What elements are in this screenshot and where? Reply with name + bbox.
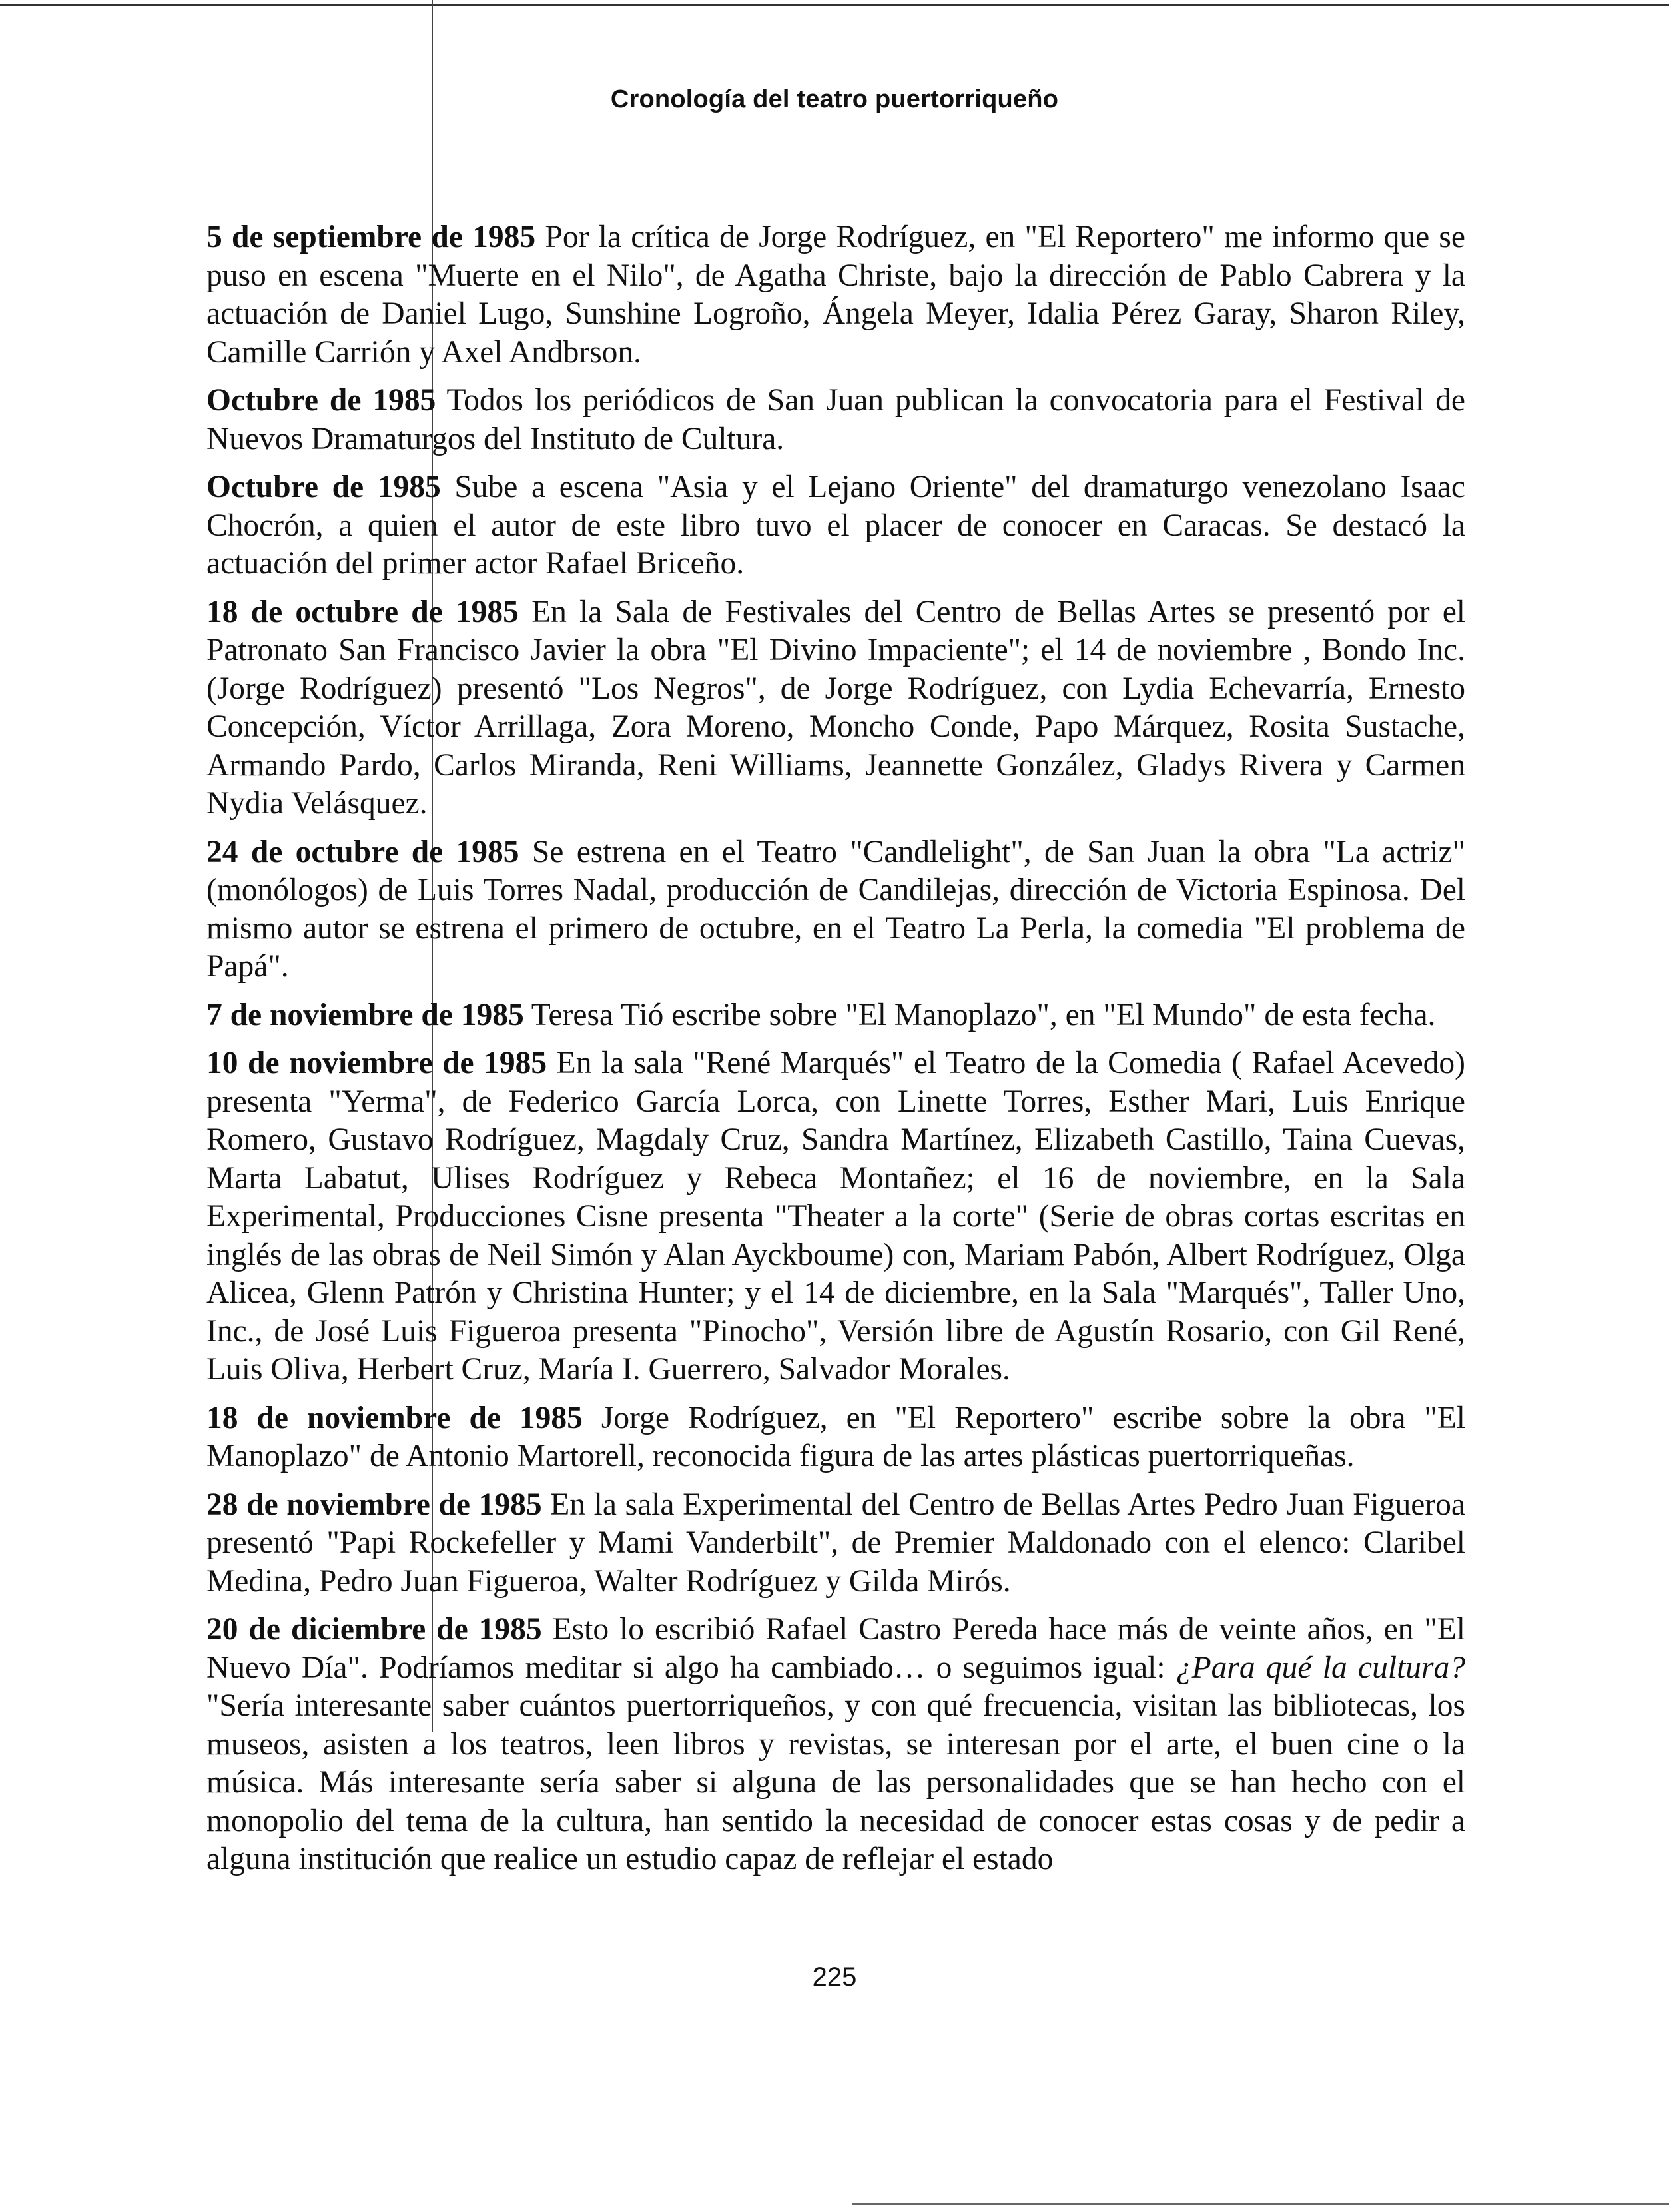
entry-date: 5 de septiembre de 1985 <box>206 220 536 254</box>
chronology-entry <box>206 382 1465 458</box>
entry-date: 24 de octubre de 1985 <box>206 834 519 869</box>
entry-date: 7 de noviembre de 1985 <box>206 997 524 1032</box>
chronology-entry <box>206 468 1465 583</box>
entry-text-continued: "Sería interesante saber cuántos puertorriqueños, y con qué frecuencia, visitan las bibliotecas, los museos, asisten a los teatros, leen libros y revistas, se interesan por el arte, el buen cine o la música. Más interesante sería saber si alguna de las personalidades que se han hecho con el monopolio del tema de la cultura, han sentido la necesidad de conocer estas cosas y de pedir a alguna institución que realice un estudio capaz de reflejar el estado <box>206 1688 1465 1876</box>
chronology-entry <box>206 1399 1465 1476</box>
entry-text: Todos los periódicos de San Juan publican la convocatoria para el Festival de Nuevos Dramaturgos del Instituto de Cultura. <box>206 383 1465 456</box>
entry-date: 18 de noviembre de 1985 <box>206 1400 583 1435</box>
bottom-scan-border <box>852 2203 1669 2205</box>
chronology-entry <box>206 1486 1465 1601</box>
chronology-entry <box>206 1611 1465 1879</box>
chronology-entry <box>206 218 1465 372</box>
entry-italic-question: ¿Para qué la cultura? <box>1175 1650 1465 1685</box>
entry-date: Octubre de 1985 <box>206 383 436 418</box>
page-number: 225 <box>812 1962 857 1992</box>
chronology-entry <box>206 833 1465 986</box>
page-body <box>206 218 1465 1889</box>
chronology-entry <box>206 593 1465 823</box>
entry-text: En la sala "René Marqués" el Teatro de la Comedia ( Rafael Acevedo) presenta "Yerma", de Federico García Lorca, con Linette Torres, Esther Mari, Luis Enrique Romero, Gustavo Rodríguez, Magdaly Cruz, Sandra Martínez, Elizabeth Castillo, Taina Cuevas, Marta Labatut, Ulises Rodríguez y Rebeca Montañez; el 16 de noviembre, en la Sala Experimental, Producciones Cisne presenta "Theater a la corte" (Serie de obras cortas escritas en inglés de las obras de Neil Simón y Alan Ayckboume) con, Mariam Pabón, Albert Rodríguez, Olga Alicea, Glenn Patrón y Christina Hunter; y el 14 de diciembre, en la Sala "Marqués", Taller Uno, Inc., de José Luis Figueroa presenta "Pinocho", Versión libre de Agustín Rosario, con Gil René, Luis Oliva, Herbert Cruz, María I. Guerrero, Salvador Morales. <box>206 1046 1465 1387</box>
entry-text: Por la crítica de Jorge Rodríguez, en "El Reportero" me informo que se puso en escena "Muerte en el Nilo", de Agatha Christe, bajo la dirección de Pablo Cabrera y la actuación de Daniel Lugo, Sunshine Logroño, Ángela Meyer, Idalia Pérez Garay, Sharon Riley, Camille Carrión y Axel Andbrson. <box>206 220 1465 370</box>
entry-text: Se estrena en el Teatro "Candlelight", de San Juan la obra "La actriz" (monólogos) de Luis Torres Nadal, producción de Candilejas, dirección de Victoria Espinosa. Del mismo autor se estrena el primero de octubre, en el Teatro La Perla, la comedia "El problema de Papá". <box>206 834 1466 984</box>
top-scan-border <box>0 4 1669 6</box>
entry-date: 10 de noviembre de 1985 <box>206 1046 547 1080</box>
entry-text: Jorge Rodríguez, en "El Reportero" escribe sobre la obra "El Manoplazo" de Antonio Martorell, reconocida figura de las artes plásticas puertorriqueñas. <box>206 1400 1465 1473</box>
entry-date: 28 de noviembre de 1985 <box>206 1487 542 1522</box>
entry-text: Teresa Tió escribe sobre "El Manoplazo", en "El Mundo" de esta fecha. <box>523 997 1436 1032</box>
chronology-entry <box>206 996 1465 1035</box>
entry-date: 18 de octubre de 1985 <box>206 594 519 629</box>
running-header: Cronología del teatro puertorriqueño <box>610 85 1059 113</box>
chronology-entry <box>206 1044 1465 1389</box>
entry-text: En la Sala de Festivales del Centro de Bellas Artes se presentó por el Patronato San Francisco Javier la obra "El Divino Impaciente"; el 14 de noviembre , Bondo Inc. (Jorge Rodríguez) presentó "Los Negros", de Jorge Rodríguez, con Lydia Echevarría, Ernesto Concepción, Víctor Arrillaga, Zora Moreno, Moncho Conde, Papo Márquez, Rosita Sustache, Armando Pardo, Carlos Miranda, Reni Williams, Jeannette González, Gladys Rivera y Carmen Nydia Velásquez. <box>206 594 1465 821</box>
entry-date: Octubre de 1985 <box>206 470 441 504</box>
entry-text: En la sala Experimental del Centro de Bellas Artes Pedro Juan Figueroa presentó "Papi Rockefeller y Mami Vanderbilt", de Premier Maldonado con el elenco: Claribel Medina, Pedro Juan Figueroa, Walter Rodríguez y Gilda Mirós. <box>206 1487 1465 1599</box>
entry-date: 20 de diciembre de 1985 <box>206 1612 542 1647</box>
entry-text: Esto lo escribió Rafael Castro Pereda hace más de veinte años, en "El Nuevo Día". Podríamos meditar si algo ha cambiado… o seguimos igual: <box>206 1612 1465 1685</box>
entry-text: Sube a escena "Asia y el Lejano Oriente" del dramaturgo venezolano Isaac Chocrón, a quien el autor de este libro tuvo el placer de conocer en Caracas. Se destacó la actuación del primer actor Rafael Briceño. <box>206 470 1466 581</box>
